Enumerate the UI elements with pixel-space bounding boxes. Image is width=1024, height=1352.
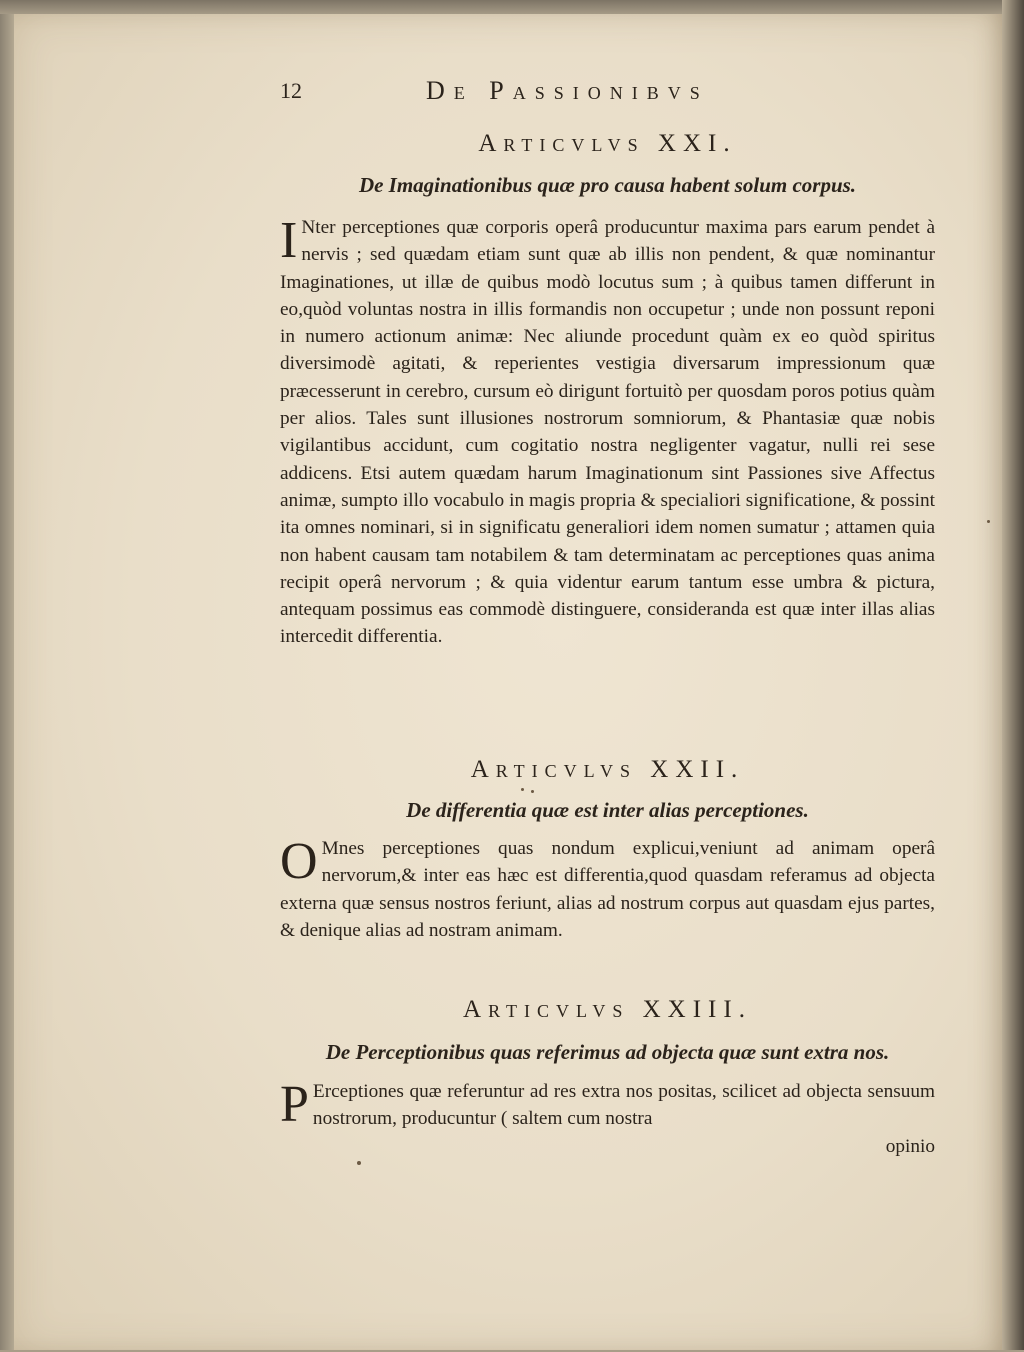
ink-speck <box>357 1161 361 1165</box>
article-22-body <box>280 835 935 944</box>
article-23-body <box>280 1078 935 1133</box>
ink-speck <box>987 520 990 523</box>
article-22-text: Mnes perceptiones quas nondum explicui,veniunt ad animam operâ nervorum,& inter eas hæc est differentia,quod quasdam referamus ad objecta externa quæ sensus nostros feriunt, alias ad nostrum corpus aut quasdam ejus partes, & denique alias ad nostram animam. <box>280 838 935 941</box>
article-23-text: Erceptiones quæ referuntur ad res extra nos positas, scilicet ad objecta sensuum nostrorum, producuntur ( saltem cum nostra <box>312 1081 935 1130</box>
article-21-dropcap: I <box>280 212 298 269</box>
article-21-body <box>280 214 935 651</box>
article-23-dropcap: P <box>280 1076 309 1133</box>
page-left-margin-shadow <box>0 0 14 1352</box>
article-22-heading: Articvlvs XXII. <box>470 756 745 783</box>
article-21-text: Nter perceptiones quæ corporis operâ producuntur maxima pars earum pendet à nervis ; sed quædam etiam sunt quæ ab illis non pendent, & quæ nominantur Imaginationes, ut illæ de quibus modò locutus sum ; à quibus tamen differunt in eo,quòd voluntas nostra in illis formandis non occupetur ; unde non possunt reponi in numero actionum animæ: Nec aliunde procedunt quàm ex eo quòd spiritus diversimodè agitati, & reperientes vestigia diversarum impressionum quæ præcesserunt in cerebro, cursum eò dirigunt fortuitò per quosdam poros potius quàm per alios. Tales sunt illusiones nostrorum somniorum, & Phantasiæ quæ nobis vigilantibus accidunt, cum cogitatio nostra negligenter vagatur, nulli rei sese addicens. Etsi autem quædam harum Imaginationum sint Passiones sive Affectus animæ, sumpto illo vocabulo in magis propria & specialiori significatione, & possint ita omnes nominari, si in significatu generaliori idem nomen sumatur ; attamen quia non habent causam tam notabilem & tam determinatam ac perceptiones quas anima recipit operâ nervorum ; & quia videntur earum tantum esse umbra & pictura, antequam possimus eas commodè distinguere, consideranda est quæ inter illas alias intercedit differentia. <box>280 217 935 648</box>
ink-speck <box>521 788 524 791</box>
catchword: opinio <box>885 1136 935 1157</box>
article-22-subtitle: De differentia quæ est inter alias perceptiones. <box>406 798 809 822</box>
running-head <box>280 76 940 106</box>
running-title: De Passionibvs <box>426 76 709 105</box>
ink-speck <box>531 790 534 793</box>
article-23-subtitle: De Perceptionibus quas referimus ad objecta quæ sunt extra nos. <box>325 1040 890 1064</box>
article-23-heading: Articvlvs XXIII. <box>463 996 752 1023</box>
article-22-dropcap: O <box>280 833 318 890</box>
article-21-subtitle: De Imaginationibus quæ pro causa habent solum corpus. <box>358 173 857 197</box>
page-top-margin-shadow <box>0 0 1024 14</box>
page-number: 12 <box>280 78 302 103</box>
article-21-heading: Articvlvs XXI. <box>478 130 737 157</box>
book-spine-edge <box>1002 0 1024 1352</box>
